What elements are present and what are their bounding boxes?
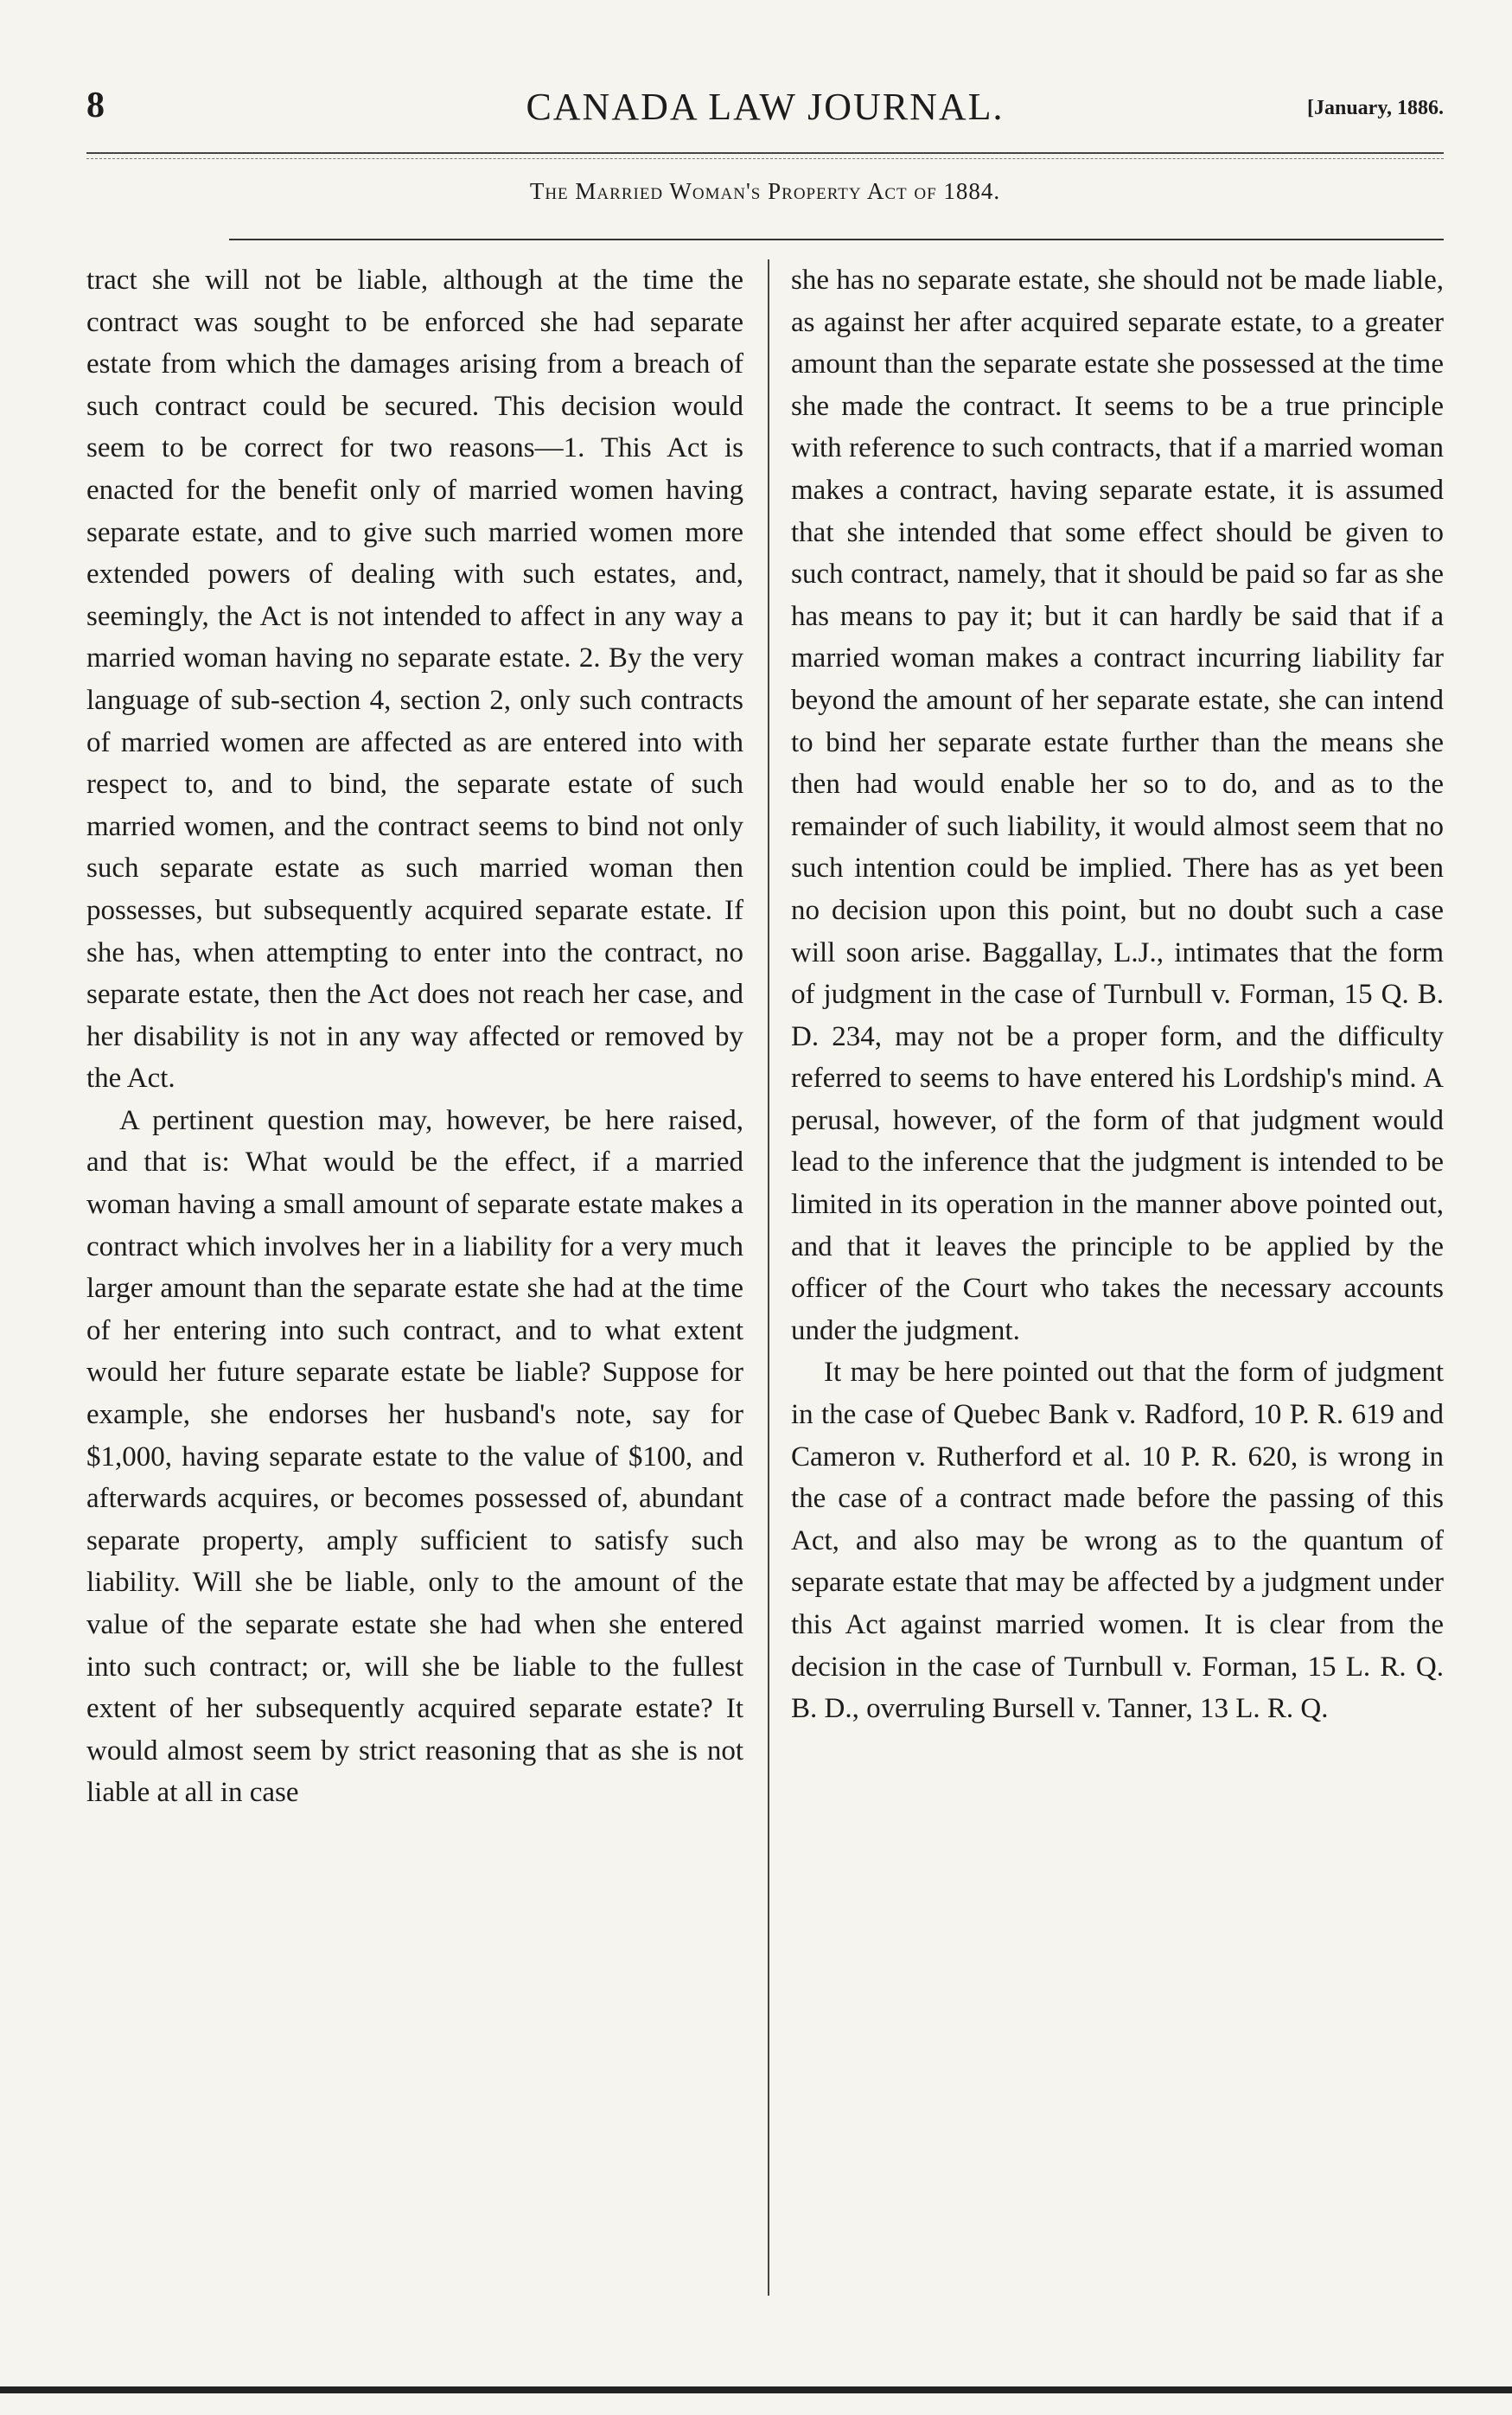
issue-date: [January, 1886. (1306, 97, 1444, 119)
header-rule (86, 152, 1444, 154)
header-rule-dashed (86, 158, 1444, 159)
left-paragraph-2: A pertinent question may, however, be here raised, and that is: What would be the effect, if a married woman having a small amount of separate estate makes a contract which involves her in a liability for a very much larger amount than the separate estate she had at the time of her entering into such contract, and to what extent would her future separate estate be liable? Suppose for example, she endorses her husband's note, say for $1,000, having separate estate to the value of $100, and afterwards acquires, or becomes possessed of, abundant separate property, amply sufficient to satisfy such liability. Will she be liable, only to the amount of the value of the separate estate she had when she entered into such contract; or, will she be liable to the fullest extent of her subsequently acquired separate estate? It would almost seem by strict reasoning that as she is not liable at all in case (86, 1104, 743, 1809)
running-head: The Married Woman's Property Act of 1884. (529, 178, 1001, 204)
journal-title: CANADA LAW JOURNAL. (526, 86, 1005, 128)
page-number: 8 (86, 86, 105, 125)
left-column (86, 259, 743, 2265)
column-divider (768, 259, 769, 2296)
bottom-border (0, 2386, 1512, 2393)
running-head-rule (229, 239, 1444, 240)
left-paragraph-1: tract she will not be liable, although at the time the contract was sought to be enforced she had separate estate from which the damages arising from a breach of such contract could be secured. This decision would seem to be correct for two reasons—1. This Act is enacted for the benefit only of married women having separate estate, and to give such married women more extended powers of dealing with such estates, and, seemingly, the Act is not intended to affect in any way a married woman having no separate estate. 2. By the very language of sub-section 4, section 2, only such contracts of married women are affected as are entered into with respect to, and to bind, the separate estate of such married women, and the contract seems to bind not only such separate estate as such married woman then possesses, but subsequently acquired separate estate. If she has, when attempting to enter into the contract, no separate estate, then the Act does not reach her case, and her disability is not in any way affected or removed by the Act. (86, 265, 743, 1095)
page-header (86, 85, 1444, 137)
right-paragraph-2: It may be here pointed out that the form of judgment in the case of Quebec Bank v. Radford, 10 P. R. 619 and Cameron v. Rutherford et al. 10 P. R. 620, is wrong in the case of a contract made before the passing of this Act, and also may be wrong as to the quantum of separate estate that may be affected by a judgment under this Act against married women. It is clear from the decision in the case of Turnbull v. Forman, 15 L. R. Q. B. D., overruling Bursell v. Tanner, 13 L. R. Q. (791, 1357, 1444, 1725)
right-paragraph-1: she has no separate estate, she should not be made liable, as against her after acquired separate estate, to a greater amount than the separate estate she possessed at the time she made the contract. It seems to be a true principle with reference to such contracts, that if a married woman makes a contract, having separate estate, it is assumed that she intended that some effect should be given to such contract, namely, that it should be paid so far as she has means to pay it; but it can hardly be said that if a married woman makes a contract incurring liability far beyond the amount of her separate estate, she can intend to bind her separate estate further than the means she then had would enable her so to do, and as to the remainder of such liability, it would almost seem that no such intention could be implied. There has as yet been no decision upon this point, but no doubt such a case will soon arise. Baggallay, L.J., intimates that the form of judgment in the case of Turnbull v. Forman, 15 Q. B. D. 234, may not be a proper form, and the difficulty referred to seems to have entered his Lordship's mind. A perusal, however, of the form of that judgment would lead to the inference that the judgment is intended to be limited in its operation in the manner above pointed out, and that it leaves the principle to be applied by the officer of the Court who takes the necessary accounts under the judgment. (791, 265, 1444, 1346)
right-column (791, 259, 1444, 2265)
